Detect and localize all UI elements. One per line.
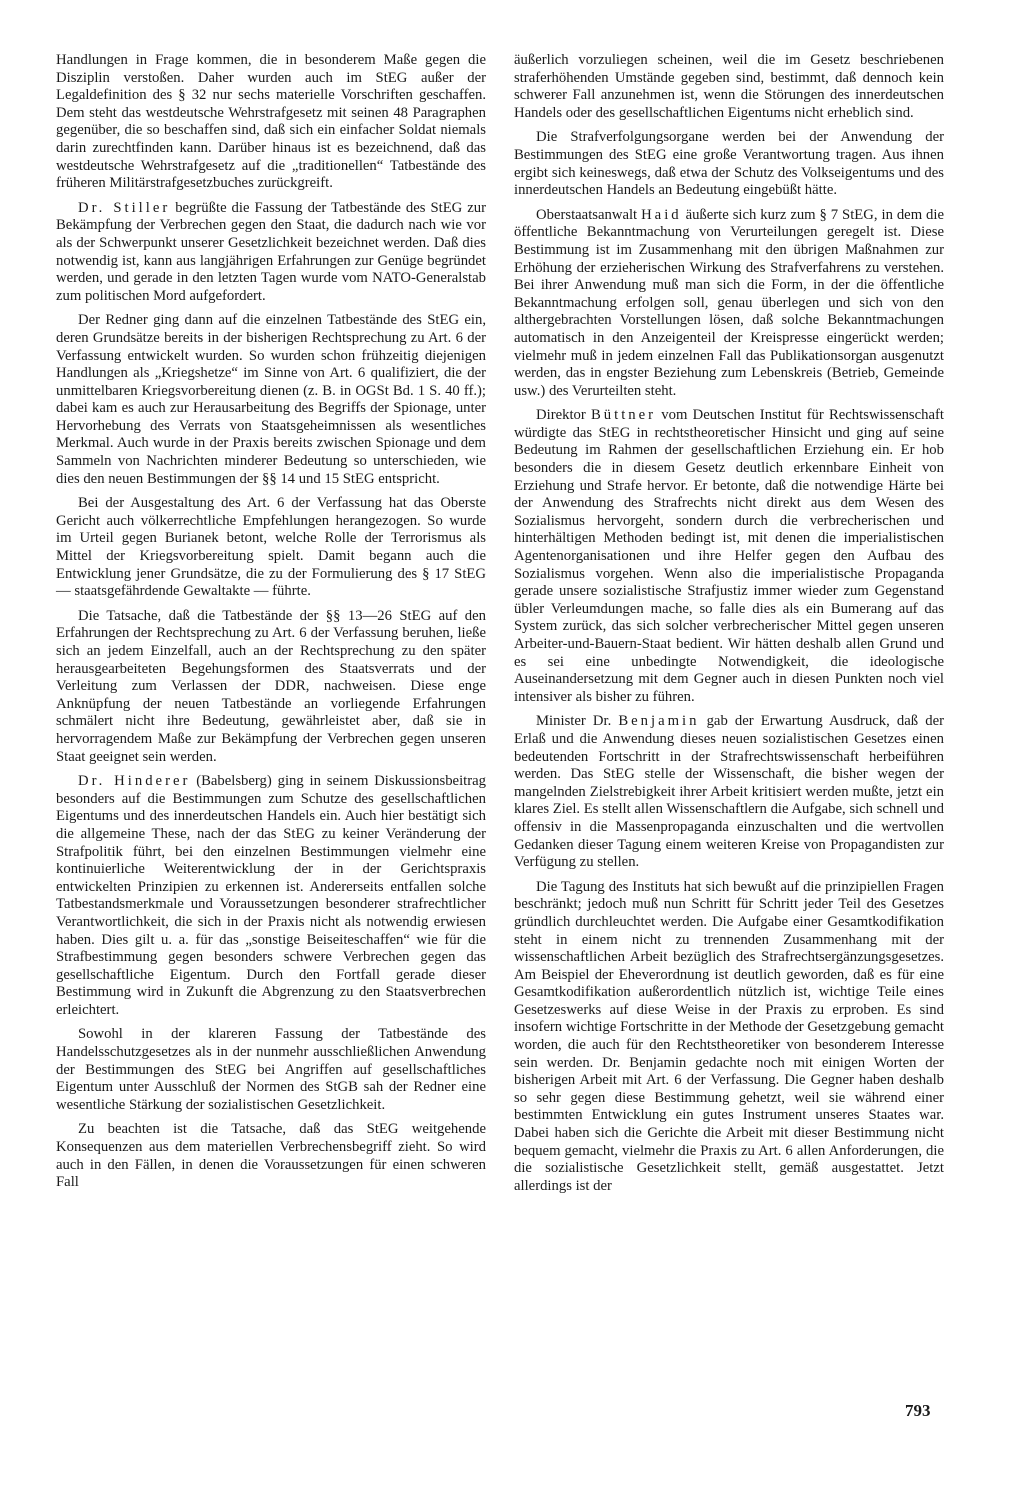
paragraph: Die Tatsache, daß die Tatbestände der §§ 13—26 StEG auf den Erfahrungen der Rechtsprechung zu Art. 6 der Verfassung beruhen, ließe sich an jedem Einzelfall, auch an der Rechtsprechung zu den später herausgearbeiteten Begehungsformen des Staatsverrats und der Verleitung zum Verlassen der DDR, nachweisen. Diese enge Anknüpfung der neuen Tatbestände an vorliegende Erfahrungen schmälert nicht ihre Bedeutung, gewährleistet aber, daß sie in hervorragendem Maße zur Bekämpfung der Verbrechen gegen unseren Staat geeignet sein werden.: [56, 607, 486, 765]
paragraph: Dr. Stiller begrüßte die Fassung der Tatbestände des StEG zur Bekämpfung der Verbrechen gegen den Staat, die dadurch nach wie vor als der Schwerpunkt unserer Gesetzlichkeit bezeichnet werden. Daß dies notwendig ist, kann aus langjährigen Erfahrungen zur Genüge begründet werden, und gerade in den letzten Tagen wurde vom NATO-Generalstab zum politischen Mord aufgefordert.: [56, 199, 486, 304]
paragraph: Die Tagung des Instituts hat sich bewußt auf die prinzipiellen Fragen beschränkt; jedoch muß nun Schritt für Schritt jeder Teil des Gesetzes gründlich durchleuchtet werden. Die Aufgabe einer Gesamtkodifikation steht in einem nicht zu trennenden Zusammenhang mit der wissenschaftlichen Arbeit bezüglich des Strafrechtsergänzungsgesetzes. Am Beispiel der Eheverordnung ist deutlich geworden, daß es für eine Gesamtkodifikation außerordentlich nützlich ist, wichtige Teile eines Gesetzeswerks auf diese Weise in der Praxis zu erproben. Es sind insofern wichtige Fortschritte in der Methode der Gesetzgebung gemacht worden, die auch für den Rechtstheoretiker von besonderem Interesse sein werden. Dr. Benjamin gedachte noch mit einigen Worten der bisherigen Arbeit mit Art. 6 der Verfassung. Die Gegner haben deshalb so sehr gegen diese Bestimmung gehetzt, weil sie während einer bestimmten Entwicklung ein gutes Instrument unseres Staates war. Dabei haben sich die Gerichte die Arbeit mit dieser Bestimmung nicht bequem gemacht, vielmehr die Praxis zu Art. 6 allen Anforderungen, die die sozialistische Gesetzlichkeit stellt, gemäß ausgestattet. Jetzt allerdings ist der: [514, 878, 944, 1194]
paragraph: Oberstaatsanwalt Haid äußerte sich kurz zum § 7 StEG, in dem die öffentliche Bekanntmachung von Verurteilungen geregelt ist. Diese Bestimmung ist im Zusammenhang mit den übrigen Maßnahmen zur Erhöhung der erzieherischen Wirkung des Strafverfahrens zu verstehen. Bei ihrer Anwendung muß man sich die Form, in der die öffentliche Bekanntmachung erfolgen soll, genau überlegen und sich von den althergebrachten Vorstellungen lösen, daß solche Bekanntmachungen automatisch in den Anzeigenteil der Kreispresse eingerückt werden; vielmehr muß in jedem einzelnen Fall das Publikationsorgan ausgenutzt werden, das in engster Beziehung zum Lebenskreis (Betrieb, Gemeinde usw.) des Verurteilten steht.: [514, 206, 944, 399]
paragraph: Der Redner ging dann auf die einzelnen Tatbestände des StEG ein, deren Grundsätze bereits in der bisherigen Rechtsprechung zu Art. 6 der Verfassung entwickelt wurden. So wurden schon frühzeitig diejenigen Handlungen als „Kriegshetze“ im Sinne von Art. 6 qualifiziert, die der unmittelbaren Kriegsvorbereitung dienen (z. B. in OGSt Bd. 1 S. 40 ff.); dabei kam es auch zur Herausarbeitung des Begriffs der Spionage, unter Hervorhebung des Verrats von Staatsgeheimnissen als wesentliches Merkmal. Auch wurde in der Praxis bereits zwischen Spionage und dem Sammeln von Nachrichten minderer Bedeutung so unterschieden, wie dies den neuen Bestimmungen der §§ 14 und 15 StEG entspricht.: [56, 312, 486, 487]
page-number: 793: [905, 1401, 931, 1420]
paragraph: Direktor Büttner vom Deutschen Institut für Rechtswissenschaft würdigte das StEG in rechtstheoretischer Hinsicht und ging auf seine Bedeutung im Rahmen der gesellschaftlichen Erziehung ein. Er hob besonders die in diesem Gesetz deutlich erkennbare Einheit von Erziehung und Strafe hervor. Er betonte, daß die notwendige Härte bei der Anwendung des Strafrechts nicht direkt aus dem Wesen des Sozialismus hervorgeht, sondern durch die verbrecherischen und hinterhältigen Methoden bedingt ist, mit denen die imperialistischen Agentenorganisationen und ihre Helfer gegen den Aufbau des Sozialismus vorgehen. Wenn also die imperialistische Propaganda gerade unsere sozialistische Strafjustiz immer wieder zum Gegenstand übler Verleumdungen mache, so falle dies als ein Bumerang auf das System zurück, das sich solcher verbrecherischer Mittel gegen unseren Arbeiter-und-Bauern-Staat bedient. Wir hätten deshalb allen Grund und es sei eine unbedingte Notwendigkeit, die ideologische Auseinandersetzung mit dem Gegner auch in diesen Punkten noch viel intensiver als bisher zu führen.: [514, 407, 944, 705]
left-column: [56, 52, 486, 1199]
paragraph: Bei der Ausgestaltung des Art. 6 der Verfassung hat das Oberste Gericht auch völkerrechtliche Empfehlungen herangezogen. So wurde im Urteil gegen Burianek betont, welche Rolle der Terrorismus als Mittel der Kriegsvorbereitung spielt. Damit begann auch die Entwicklung jener Grundsätze, die zu der Formulierung des § 17 StEG — staatsgefährdende Gewaltakte — führte.: [56, 495, 486, 600]
paragraph: Handlungen in Frage kommen, die in besonderem Maße gegen die Disziplin verstoßen. Daher wurden auch im StEG außer der Legaldefinition des § 32 nur sechs materielle Vorschriften geschaffen. Dem steht das westdeutsche Wehrstrafgesetz mit seinen 48 Paragraphen gegenüber, die so beschaffen sind, daß sich ein einfacher Soldat niemals darin zurechtfinden kann. Darüber hinaus ist es bezeichnend, daß das westdeutsche Wehrstrafgesetz auf die „traditionellen“ Tatbestände des früheren Militärstrafgesetzbuches zurückgreift.: [56, 52, 486, 192]
speaker-name: Büttner: [590, 407, 657, 424]
paragraph: Sowohl in der klareren Fassung der Tatbestände des Handelsschutzgesetzes als in der nunmehr ausschließlichen Anwendung der Bestimmungen des StEG bei Angriffen auf gesellschaftliches Eigentum unter Ausschluß der Normen des StGB sah der Redner eine wesentliche Stärkung der sozialistischen Gesetzlichkeit.: [56, 1026, 486, 1113]
speaker-name: Dr. Hinderer: [78, 773, 191, 790]
paragraph: äußerlich vorzuliegen scheinen, weil die im Gesetz beschriebenen straferhöhenden Umstände gegeben sind, bestimmt, daß dennoch kein schwerer Fall anzunehmen ist, wenn die Störungen des innerdeutschen Handels oder des gesellschaftlichen Eigentums nicht erheblich sind.: [514, 52, 944, 121]
speaker-name: Dr. Stiller: [78, 199, 171, 216]
paragraph: Zu beachten ist die Tatsache, daß das StEG weitgehende Konsequenzen aus dem materiellen Verbrechensbegriff zieht. So wird auch in den Fällen, in denen die Voraussetzungen für einen schweren Fall: [56, 1121, 486, 1191]
right-column: [514, 52, 944, 1202]
paragraph: Dr. Hinderer (Babelsberg) ging in seinem Diskussionsbeitrag besonders auf die Bestimmungen zum Schutze des gesellschaftlichen Eigentums und des innerdeutschen Handels ein. Auch hier bestätigt sich die allgemeine These, nach der das StEG zu keiner Veränderung der Strafpolitik führt, bei den einzelnen Bestimmungen vielmehr eine kontinuierliche Weiterentwicklung der in der Gerichtspraxis entwickelten Prinzipien zu erkennen ist. Andererseits entfallen solche Tatbestandsmerkmale und Voraussetzungen besonderer strafrechtlicher Verantwortlichkeit, die sich in der Praxis nicht als notwendig erwiesen haben. Dies gilt u. a. für das „sonstige Beiseiteschaffen“ wie für die Strafbestimmung gegen besonders schwere Verbrechen gegen das gesellschaftliche Eigentum. Durch den Fortfall gerade dieser Bestimmung wird in Zukunft die Abgrenzung zu den Staatsverbrechen erleichtert.: [56, 773, 486, 1018]
speaker-name: Benjamin: [618, 713, 700, 730]
paragraph: Minister Dr. Benjamin gab der Erwartung Ausdruck, daß der Erlaß und die Anwendung dieses neuen sozialistischen Gesetzes einen bedeutenden Fortschritt in der Strafrechtswissenschaft herbeiführen werden. Das StEG stelle der Wissenschaft, die bisher wegen der mangelnden Zielstrebigkeit ihrer Arbeit kritisiert werden mußte, jetzt ein klares Ziel. Es stellt allen Wissenschaftlern die Aufgabe, sich schnell und offensiv in die Massenpropaganda einzuschalten und die wertvollen Gedanken dieser Tagung einem weiteren Kreise von Propagandisten zur Verfügung zu stellen.: [514, 713, 944, 871]
speaker-name: Haid: [641, 206, 682, 223]
paragraph: Die Strafverfolgungsorgane werden bei der Anwendung der Bestimmungen des StEG eine große Verantwortung tragen. Aus ihnen ergibt sich keineswegs, daß etwa der Schutz des Volkseigentums und des innerdeutschen Handels an Bedeutung eingebüßt hätte.: [514, 129, 944, 199]
